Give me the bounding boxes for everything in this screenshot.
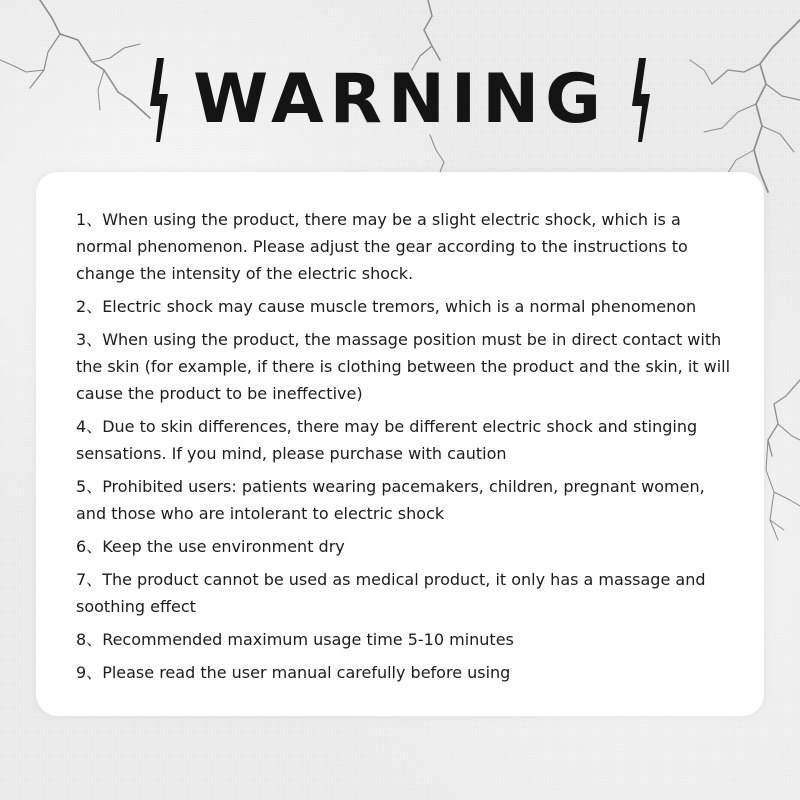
notice-text: When using the product, the massage position must be in direct contact with the skin (for example, if there is clothing between the product and the skin, it will cause the product to be ineffective) (76, 330, 731, 403)
notice-number: 2、 (76, 297, 103, 316)
notice-number: 5、 (76, 477, 103, 496)
notice-number: 7、 (76, 570, 103, 589)
notice-item (76, 293, 734, 320)
warning-card (36, 172, 764, 716)
page-title: WARNING (193, 60, 607, 139)
warning-header (0, 50, 800, 150)
notice-text: Prohibited users: patients wearing pacemakers, children, pregnant women, and those who are intolerant to electric shock (76, 477, 705, 523)
notice-number: 6、 (76, 537, 103, 556)
notice-item (76, 206, 734, 287)
notice-text: Keep the use environment dry (102, 537, 345, 556)
notice-number: 3、 (76, 330, 103, 349)
notice-number: 4、 (76, 417, 103, 436)
notice-text: When using the product, there may be a slight electric shock, which is a normal phenomenon. Please adjust the gear according to the instructions to change the intensity of the electric shock. (76, 210, 688, 283)
notice-item (76, 566, 734, 620)
notice-number: 9、 (76, 663, 103, 682)
notice-text: Electric shock may cause muscle tremors, which is a normal phenomenon (102, 297, 697, 316)
notice-number: 1、 (76, 210, 103, 229)
notice-list (36, 172, 764, 686)
lightning-bolt-icon (147, 58, 171, 142)
notice-text: The product cannot be used as medical product, it only has a massage and soothing effect (76, 570, 706, 616)
notice-item (76, 326, 734, 407)
notice-text: Recommended maximum usage time 5-10 minutes (102, 630, 514, 649)
notice-item (76, 626, 734, 653)
notice-item (76, 533, 734, 560)
lightning-bolt-icon (629, 58, 653, 142)
notice-item (76, 473, 734, 527)
notice-item (76, 413, 734, 467)
notice-item (76, 659, 734, 686)
notice-text: Please read the user manual carefully before using (102, 663, 511, 682)
notice-number: 8、 (76, 630, 103, 649)
notice-text: Due to skin differences, there may be different electric shock and stinging sensations. If you mind, please purchase with caution (76, 417, 698, 463)
